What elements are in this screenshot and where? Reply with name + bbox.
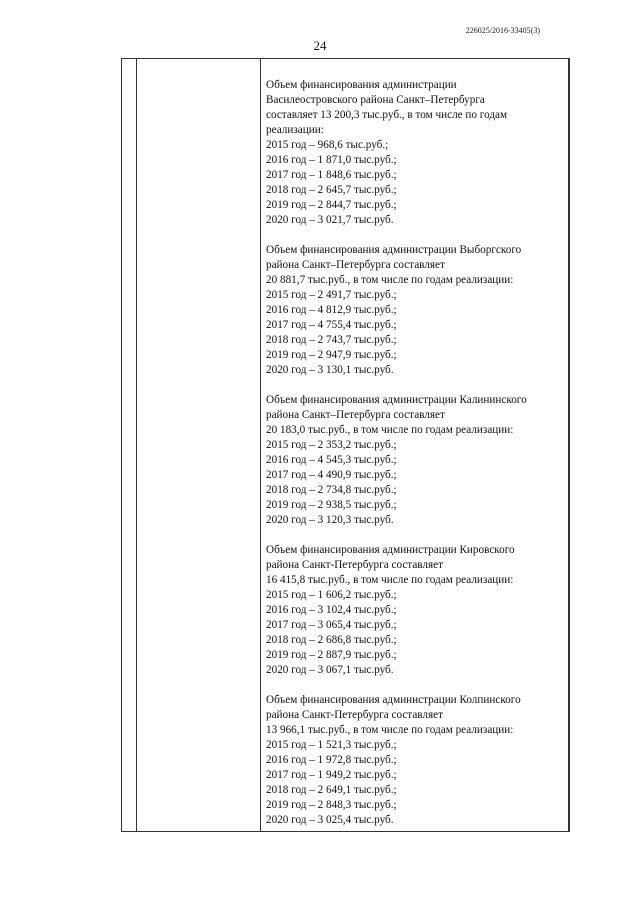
financing-text-line: 2018 год – 2 649,1 тыс.руб.; (266, 784, 397, 796)
table-column-divider-1 (136, 58, 137, 832)
financing-text-line: 20 183,0 тыс.руб., в том числе по годам реализации: (266, 424, 514, 436)
financing-text-line: Объем финансирования администрации Калининского (266, 394, 527, 406)
financing-text-line: района Санкт-Петербурга составляет (266, 709, 444, 721)
financing-text-line: 2020 год – 3 021,7 тыс.руб. (266, 214, 394, 226)
financing-text-line: 2017 год – 3 065,4 тыс.руб.; (266, 619, 397, 631)
financing-text-line: составляет 13 200,3 тыс.руб., в том числе по годам (266, 109, 508, 121)
table-right-border (568, 58, 570, 832)
financing-text-line: 2018 год – 2 645,7 тыс.руб.; (266, 184, 397, 196)
financing-text-line: 2015 год – 1 606,2 тыс.руб.; (266, 589, 397, 601)
financing-block (266, 693, 566, 828)
financing-text-line: 2018 год – 2 686,8 тыс.руб.; (266, 634, 397, 646)
financing-text-line: 2019 год – 2 844,7 тыс.руб.; (266, 199, 397, 211)
page-number: 24 (313, 38, 327, 53)
financing-text-line: 2016 год – 4 545,3 тыс.руб.; (266, 454, 397, 466)
financing-text-line: 2019 год – 2 947,9 тыс.руб.; (266, 349, 397, 361)
document-id: 226025/2016-33405(3) (465, 26, 540, 35)
financing-text-line: 2016 год – 1 972,8 тыс.руб.; (266, 754, 397, 766)
financing-text-line: 2018 год – 2 734,8 тыс.руб.; (266, 484, 397, 496)
financing-text-line: 2016 год – 4 812,9 тыс.руб.; (266, 304, 397, 316)
financing-block (266, 393, 566, 528)
table-top-border (121, 58, 569, 59)
financing-text-line: 2017 год – 4 490,9 тыс.руб.; (266, 469, 397, 481)
financing-text-line: 16 415,8 тыс.руб., в том числе по годам реализации: (266, 574, 514, 586)
financing-text-line: реализации: (266, 124, 324, 136)
table-column-divider-2 (260, 58, 261, 832)
financing-text-line: 2019 год – 2 848,3 тыс.руб.; (266, 799, 397, 811)
financing-text-line: 2017 год – 1 848,6 тыс.руб.; (266, 169, 397, 181)
financing-text-line: 2016 год – 1 871,0 тыс.руб.; (266, 154, 397, 166)
financing-text-line: 2016 год – 3 102,4 тыс.руб.; (266, 604, 397, 616)
financing-text-line: 20 881,7 тыс.руб., в том числе по годам реализации: (266, 274, 514, 286)
financing-text-line: 2017 год – 1 949,2 тыс.руб.; (266, 769, 397, 781)
financing-text-line: 2015 год – 968,6 тыс.руб.; (266, 139, 389, 151)
financing-text-line: Василеостровского района Санкт–Петербурга (266, 94, 485, 106)
financing-text-line: 2018 год – 2 743,7 тыс.руб.; (266, 334, 397, 346)
financing-text-line: района Санкт-Петербурга составляет (266, 559, 444, 571)
financing-text-line: Объем финансирования администрации Колпинского (266, 694, 521, 706)
financing-text-line: 2019 год – 2 938,5 тыс.руб.; (266, 499, 397, 511)
financing-text-line: Объем финансирования администрации Кировского (266, 544, 515, 556)
financing-text-line: 2017 год – 4 755,4 тыс.руб.; (266, 319, 397, 331)
financing-text-line: 2020 год – 3 067,1 тыс.руб. (266, 664, 394, 676)
financing-text-line: 2015 год – 2 491,7 тыс.руб.; (266, 289, 397, 301)
financing-text-line: 2015 год – 1 521,3 тыс.руб.; (266, 739, 397, 751)
financing-text-line: 2019 год – 2 887,9 тыс.руб.; (266, 649, 397, 661)
financing-text-line: района Санкт–Петербурга составляет (266, 259, 445, 271)
financing-text-line: 13 966,1 тыс.руб., в том числе по годам реализации: (266, 724, 514, 736)
financing-block (266, 78, 566, 228)
financing-text-cell (266, 78, 566, 843)
financing-text-line: Объем финансирования администрации Выборгского (266, 244, 522, 256)
financing-text-line: 2020 год – 3 130,1 тыс.руб. (266, 364, 394, 376)
financing-text-line: Объем финансирования администрации (266, 79, 457, 91)
financing-block (266, 543, 566, 678)
financing-text-line: 2015 год – 2 353,2 тыс.руб.; (266, 439, 397, 451)
financing-text-line: 2020 год – 3 025,4 тыс.руб. (266, 814, 394, 826)
table-left-border (121, 58, 122, 832)
financing-block (266, 243, 566, 378)
financing-text-line: района Санкт–Петербурга составляет (266, 409, 445, 421)
financing-text-line: 2020 год – 3 120,3 тыс.руб. (266, 514, 394, 526)
